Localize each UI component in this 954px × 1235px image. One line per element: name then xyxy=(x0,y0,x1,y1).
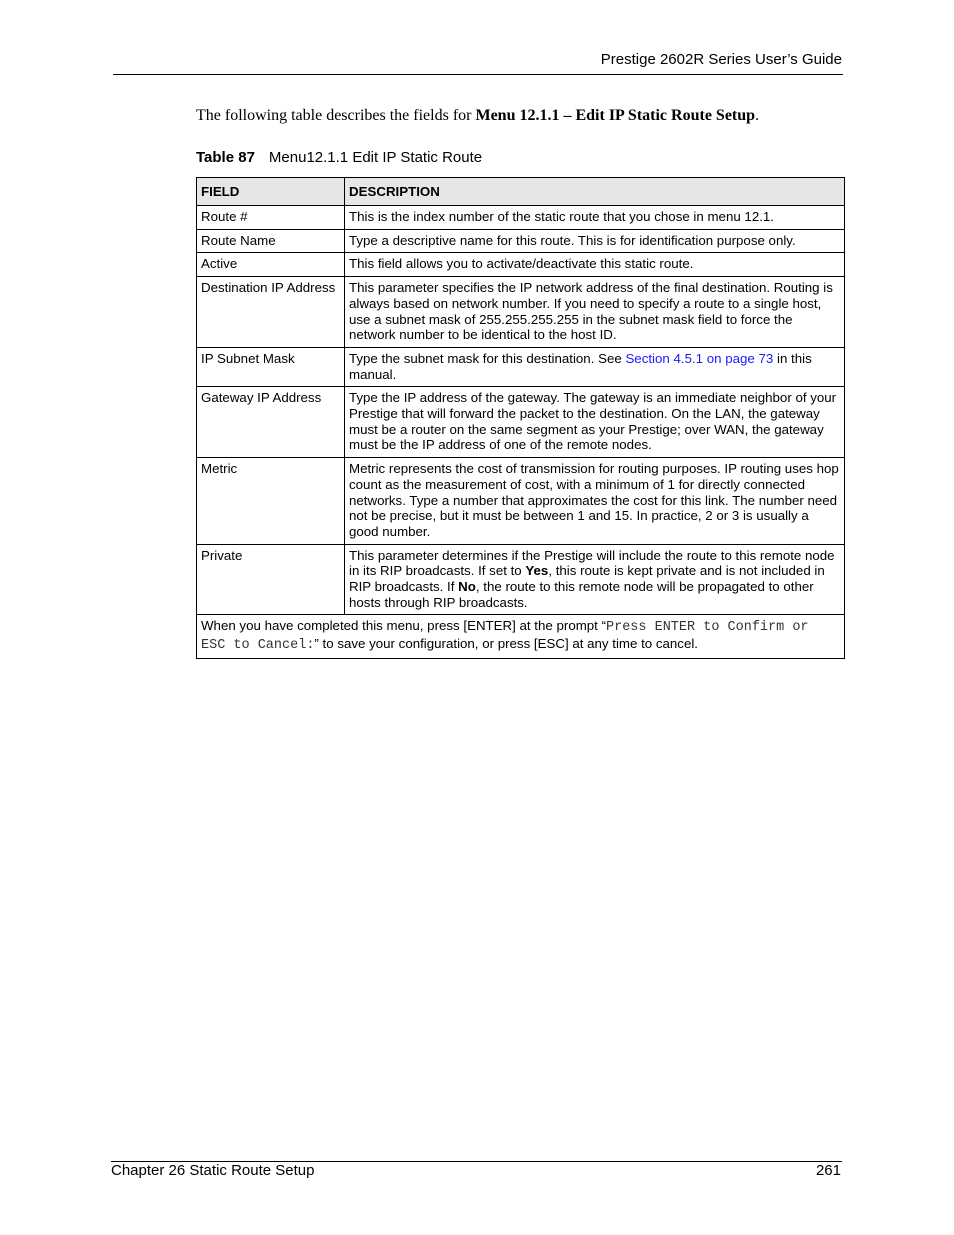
note-cell xyxy=(197,615,845,658)
footer-chapter: Chapter 26 Static Route Setup xyxy=(111,1162,315,1179)
table-row xyxy=(197,458,845,545)
table-caption xyxy=(196,149,482,166)
field-cell: Active xyxy=(197,253,345,277)
table-row xyxy=(197,229,845,253)
description-text: in this manual. xyxy=(349,350,812,382)
description-cell: This parameter specifies the IP network address of the final destination. Routing is always based on network number. If you need to specify a route to a single host, use a subnet mask of 255.255.255.255 in the subnet mask field to force the network number to be identical to the host ID. xyxy=(345,277,845,348)
description-cell: This field allows you to activate/deactivate this static route. xyxy=(345,253,845,277)
header-description: DESCRIPTION xyxy=(345,178,845,206)
table-row xyxy=(197,387,845,458)
page-number: 261 xyxy=(815,1162,841,1179)
no-keyword: No xyxy=(458,579,476,595)
description-cell: Type a descriptive name for this route. This is for identification purpose only. xyxy=(345,229,845,253)
description-cell: Metric represents the cost of transmission for routing purposes. IP routing uses hop count as the measurement of cost, with a minimum of 1 for directly connected networks. Type a number that approximates the cost for this link. The number need not be precise, but it must be between 1 and 15. In practice, 2 or 3 is usually a good number. xyxy=(345,458,845,545)
header-divider xyxy=(113,74,843,75)
description-text: This parameter determines if the Prestige will include the route to this remote node in its RIP broadcasts. If set to xyxy=(349,547,835,579)
intro-paragraph xyxy=(196,107,846,125)
note-text: When you have completed this menu, press [ENTER] at the prompt “ xyxy=(201,618,606,634)
table-row xyxy=(197,347,845,386)
fields-table xyxy=(196,177,845,659)
intro-prefix: The following table describes the fields for xyxy=(196,107,476,124)
table-row xyxy=(197,277,845,348)
table-row xyxy=(197,206,845,230)
note-text: ” to save your configuration, or press [ESC] at any time to cancel. xyxy=(314,636,698,652)
field-cell: Gateway IP Address xyxy=(197,387,345,458)
table-number: Table 87 xyxy=(196,149,255,166)
description-cell xyxy=(345,544,845,615)
description-text: , this route is kept private and is not included in RIP broadcasts. If xyxy=(349,563,825,595)
yes-keyword: Yes xyxy=(525,563,549,579)
description-text: , the route to this remote node will be propagated to other hosts through RIP broadcasts. xyxy=(349,579,814,610)
field-cell: Route Name xyxy=(197,229,345,253)
description-cell xyxy=(345,347,845,386)
running-header: Prestige 2602R Series User’s Guide xyxy=(600,51,842,68)
field-cell: Metric xyxy=(197,458,345,545)
table-row xyxy=(197,253,845,277)
field-cell: Route # xyxy=(197,206,345,230)
field-cell: Destination IP Address xyxy=(197,277,345,348)
table-note-row xyxy=(197,615,845,658)
field-cell: IP Subnet Mask xyxy=(197,347,345,386)
table-title: Menu12.1.1 Edit IP Static Route xyxy=(268,149,483,166)
field-cell: Private xyxy=(197,544,345,615)
intro-menu-name: Menu 12.1.1 – Edit IP Static Route Setup xyxy=(475,107,756,124)
table-row xyxy=(197,544,845,615)
description-cell: Type the IP address of the gateway. The gateway is an immediate neighbor of your Prestige that will forward the packet to the destination. On the LAN, the gateway must be a router on the same segment as your Prestige; over WAN, the gateway must be the IP address of one of the remote nodes. xyxy=(345,387,845,458)
description-cell: This is the index number of the static route that you chose in menu 12.1. xyxy=(345,206,845,230)
header-field: FIELD xyxy=(197,178,345,206)
prompt-text: Press ENTER to Confirm or ESC to Cancel: xyxy=(201,620,809,654)
table-header-row xyxy=(197,178,845,206)
section-link[interactable]: Section 4.5.1 on page 73 xyxy=(625,350,774,366)
intro-suffix: . xyxy=(755,107,760,124)
description-text: Type the subnet mask for this destination. See xyxy=(349,350,626,366)
